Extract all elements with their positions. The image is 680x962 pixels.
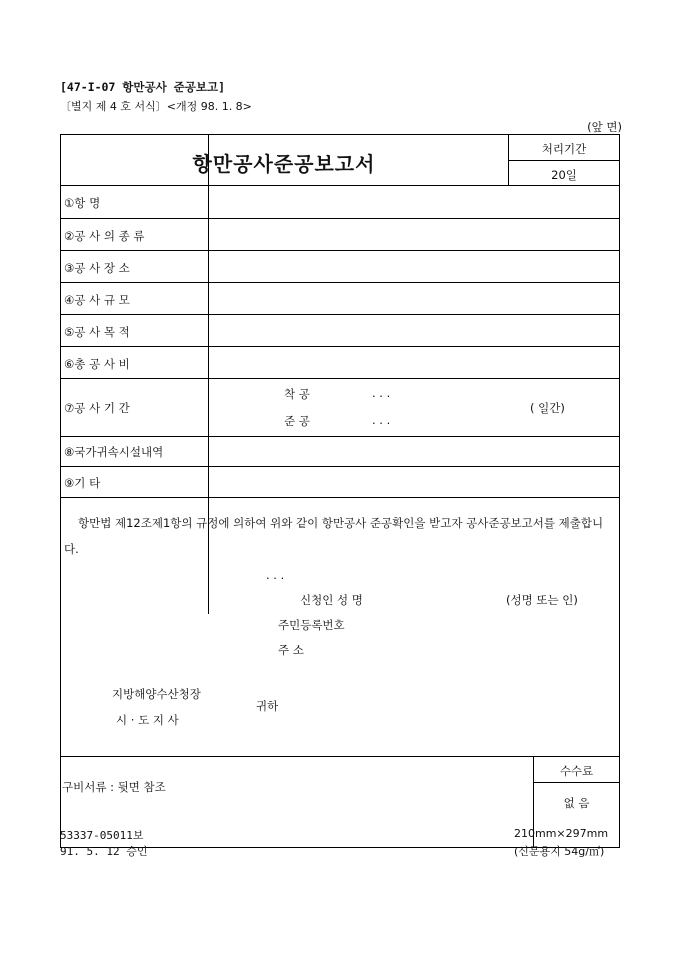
- label-work-scale: ④공 사 규 모: [64, 293, 130, 307]
- applicant-seal[interactable]: (성명 또는 인): [506, 593, 578, 607]
- end-date-mask[interactable]: . . .: [372, 413, 391, 427]
- addressee-line2: 시 · 도 지 사: [116, 713, 179, 727]
- label-other: ⑨기 타: [64, 476, 101, 490]
- fee-split: [533, 782, 620, 783]
- label-state-facilities: ⑧국가귀속시설내역: [64, 445, 164, 459]
- label-work-location: ③공 사 장 소: [64, 261, 130, 275]
- paper-type: (신문용지 54g/㎡): [514, 845, 605, 858]
- label-port-name: ①항 명: [64, 196, 101, 210]
- required-docs: 구비서류 : 뒷면 참조: [62, 780, 166, 794]
- processing-split: [508, 160, 620, 161]
- row-line: [60, 378, 620, 379]
- fee-label: 수수료: [559, 764, 594, 778]
- date-line[interactable]: . . .: [266, 568, 285, 582]
- start-label: 착 공: [284, 387, 310, 401]
- title-cell: [60, 134, 508, 185]
- period-days[interactable]: ( 일간): [530, 401, 565, 415]
- paper-size: 210mm×297mm: [514, 827, 609, 840]
- total-cost-field[interactable]: [209, 347, 619, 377]
- addressee-honorific: 귀하: [256, 699, 279, 713]
- row-line: [60, 497, 620, 498]
- label-work-period: ⑦공 사 기 간: [64, 401, 130, 415]
- state-facilities-field[interactable]: [209, 437, 619, 465]
- form-code: 53337-05011보: [60, 829, 144, 842]
- fee-value: 없 음: [563, 796, 590, 810]
- label-work-type: ②공 사 의 종 류: [64, 229, 145, 243]
- applicant-address-label: 주 소: [278, 643, 304, 657]
- start-date-mask[interactable]: . . .: [372, 386, 391, 400]
- applicant-id-label: 주민등록번호: [278, 618, 345, 632]
- form-subtitle: 〔별지 제 4 호 서식〕<개정 98. 1. 8>: [60, 100, 252, 113]
- work-location-field[interactable]: [209, 251, 619, 281]
- label-work-purpose: ⑤공 사 목 적: [64, 325, 130, 339]
- form-id: [47-I-07 항만공사 준공보고]: [60, 80, 226, 94]
- other-field[interactable]: [209, 467, 619, 496]
- addressee-line1: 지방해양수산청장: [112, 687, 201, 701]
- work-type-field[interactable]: [209, 219, 619, 249]
- footer-table-top: [60, 756, 620, 757]
- label-total-cost: ⑥총 공 사 비: [64, 357, 130, 371]
- statement: 항만법 제12조제1항의 규정에 의하여 위와 같이 항만공사 준공확인을 받고자 공사준공보고서를 제출합니다.: [64, 516, 604, 556]
- page-side: (앞 면): [587, 120, 622, 134]
- end-label: 준 공: [284, 414, 310, 428]
- applicant-name-label: 신청인 성 명: [300, 593, 363, 607]
- approval-date: 91. 5. 12 승인: [60, 845, 148, 858]
- work-purpose-field[interactable]: [209, 315, 619, 345]
- processing-value: 20일: [551, 168, 577, 182]
- port-name-field[interactable]: [209, 186, 619, 217]
- form-title: 항만공사준공보고서: [192, 152, 376, 176]
- processing-label: 처리기간: [541, 142, 587, 156]
- work-scale-field[interactable]: [209, 283, 619, 313]
